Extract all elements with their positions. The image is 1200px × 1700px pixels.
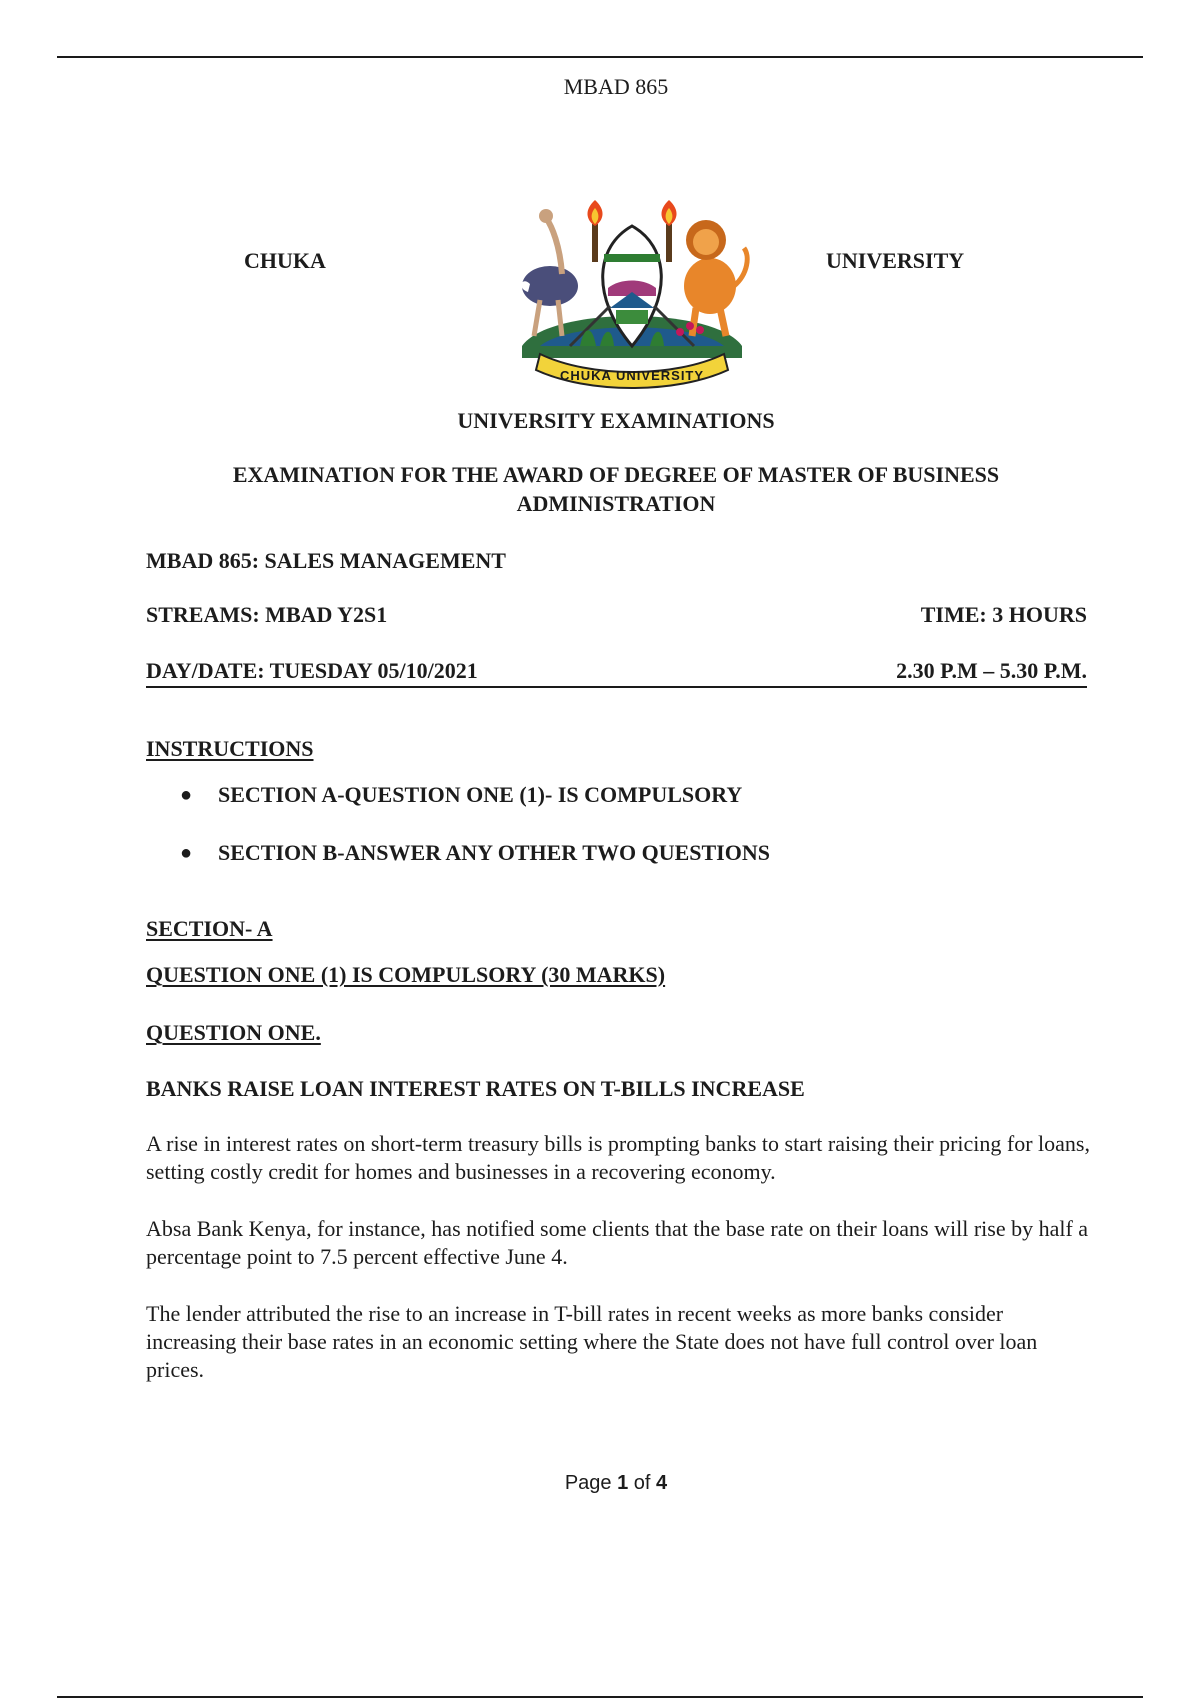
bullet-icon: ● xyxy=(180,783,193,806)
page-number xyxy=(0,1472,1200,1495)
of-word: of xyxy=(633,1472,651,1494)
award-line-1: EXAMINATION FOR THE AWARD OF DEGREE OF MASTER OF BUSINESS xyxy=(232,462,1000,487)
university-crest-logo xyxy=(500,196,764,396)
bullet-icon: ● xyxy=(180,841,193,864)
exam-duration: TIME: 3 HOURS xyxy=(920,602,1087,627)
page-word: Page xyxy=(564,1472,612,1494)
article-title: BANKS RAISE LOAN INTEREST RATES ON T-BILLS INCREASE xyxy=(146,1076,805,1101)
instruction-text: SECTION B-ANSWER ANY OTHER TWO QUESTIONS xyxy=(218,840,770,865)
time-range: 2.30 P.M – 5.30 P.M. xyxy=(896,658,1087,683)
section-subheading: QUESTION ONE (1) IS COMPULSORY (30 MARKS) xyxy=(146,962,666,987)
crest-banner-text: CHUKA UNIVERSITY xyxy=(559,368,705,383)
instructions-heading: INSTRUCTIONS xyxy=(146,736,314,761)
page-total: 4 xyxy=(656,1472,668,1494)
ostrich-supporter xyxy=(521,209,578,336)
top-rule xyxy=(57,56,1143,58)
bottom-rule xyxy=(57,1696,1143,1698)
streams-label: STREAMS: MBAD Y2S1 xyxy=(146,602,388,627)
article-paragraph: Absa Bank Kenya, for instance, has notified some clients that the base rate on their loans will rise by half a percentage point to 7.5 percent effective June 4. xyxy=(146,1216,1089,1269)
torch-left-icon xyxy=(587,200,602,262)
section-heading: SECTION- A xyxy=(146,916,273,941)
instruction-item xyxy=(180,782,742,808)
page-current: 1 xyxy=(617,1472,629,1494)
question-label: QUESTION ONE. xyxy=(146,1020,321,1045)
article-paragraph: A rise in interest rates on short-term treasury bills is prompting banks to start raising their pricing for loans, setting costly credit for homes and businesses in a recovering economy. xyxy=(146,1131,1090,1184)
day-date: DAY/DATE: TUESDAY 05/10/2021 xyxy=(146,658,478,683)
header-course-code: MBAD 865 xyxy=(563,74,669,99)
masthead-left-word: CHUKA xyxy=(244,248,326,273)
date-underline xyxy=(146,686,1087,688)
article-paragraph: The lender attributed the rise to an increase in T-bill rates in recent weeks as more banks consider increasing their base rates in an economic setting where the State does not have full control over loan prices. xyxy=(146,1301,1038,1382)
award-line-2: ADMINISTRATION xyxy=(516,491,716,516)
instruction-text: SECTION A-QUESTION ONE (1)- IS COMPULSORY xyxy=(218,782,743,807)
instruction-item xyxy=(180,840,770,866)
lion-supporter xyxy=(684,220,747,336)
exam-title: UNIVERSITY EXAMINATIONS xyxy=(457,408,775,433)
masthead-right-word: UNIVERSITY xyxy=(826,248,965,273)
course-title: MBAD 865: SALES MANAGEMENT xyxy=(146,548,506,573)
torch-right-icon xyxy=(661,200,676,262)
